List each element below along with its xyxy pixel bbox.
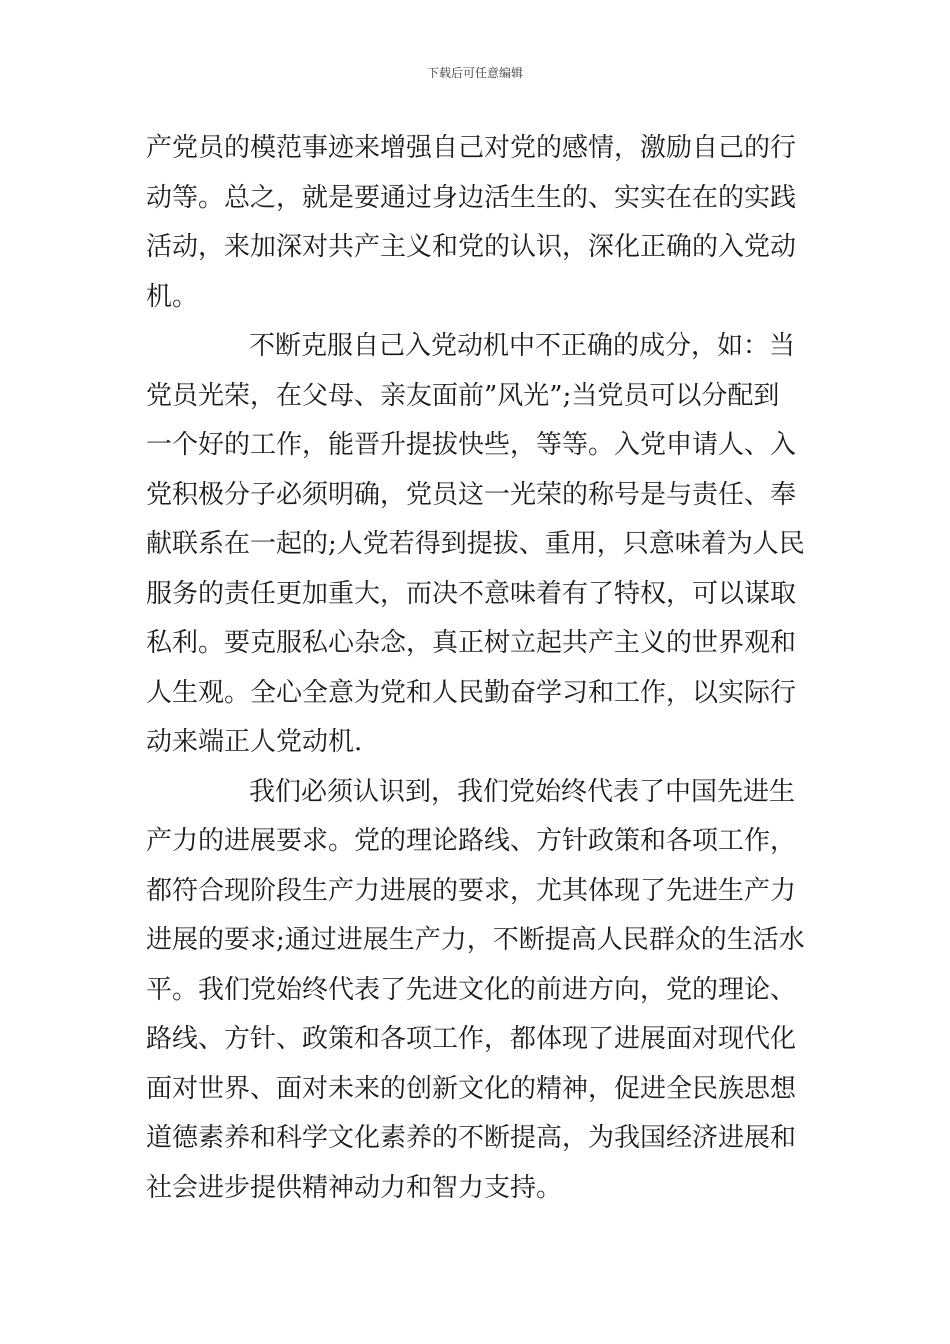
page-header: 下载后可任意编辑 — [426, 66, 523, 80]
text-line: 动来端正人党动机. — [146, 727, 363, 757]
text-line: 一个好的工作，能晋升提拔快些，等等。入党申请人、入 — [146, 430, 797, 460]
text-line: 不断克服自己入党动机中不正确的成分，如：当 — [249, 331, 796, 361]
text-line: 社会进步提供精神动力和智力支持。 — [146, 1172, 563, 1203]
text-line: 动等。总之，就是要通过身边活生生的、实实在在的实践 — [146, 182, 797, 213]
text-line: 献联系在一起的;人党若得到提拔、重用，只意味着为人民 — [146, 529, 805, 559]
text-line: 私利。要克服私心杂念，真正树立起共产主义的世界观和 — [146, 628, 797, 658]
text-line: 人生观。全心全意为党和人民勤奋学习和工作，以实际行 — [146, 677, 797, 708]
text-line: 路线、方针、政策和各项工作，都体现了进展面对现代化 — [146, 1024, 797, 1054]
paragraph-1 — [146, 124, 811, 322]
text-line: 活动，来加深对共产主义和党的认识，深化正确的入党动 — [146, 232, 797, 262]
text-line: 产党员的模范事迹来增强自己对党的感情，激励自己的行 — [146, 133, 797, 163]
text-line: 我们必须认识到，我们党始终代表了中国先进生 — [249, 776, 796, 807]
text-line: 党员光荣，在父母、亲友面前”风光”;当党员可以分配到 — [146, 380, 780, 411]
paragraph-3 — [146, 768, 811, 1214]
document-body — [146, 124, 811, 1213]
text-line: 产力的进展要求。党的理论路线、方针政策和各项工作， — [146, 826, 797, 856]
paragraph-2 — [146, 322, 811, 768]
text-line: 平。我们党始终代表了先进文化的前进方向，党的理论、 — [146, 974, 797, 1005]
text-line: 服务的责任更加重大，而决不意味着有了特权，可以谋取 — [146, 578, 797, 609]
text-line: 机。 — [146, 281, 199, 312]
text-line: 面对世界、面对未来的创新文化的精神，促进全民族思想 — [146, 1073, 797, 1104]
text-line: 党积极分子必须明确，党员这一光荣的称号是与责任、奉 — [146, 479, 797, 510]
text-line: 都符合现阶段生产力进展的要求，尤其体现了先进生产力 — [146, 875, 797, 906]
text-line: 道德素养和科学文化素养的不断提高，为我国经济进展和 — [146, 1123, 797, 1153]
text-line: 进展的要求;通过进展生产力，不断提高人民群众的生活水 — [146, 925, 805, 955]
